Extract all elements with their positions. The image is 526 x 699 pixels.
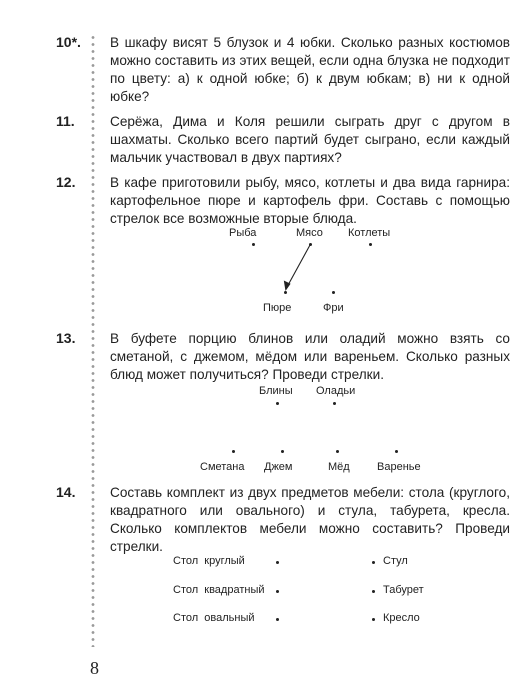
task-10-number: 10*. (56, 34, 81, 50)
dot-med (336, 450, 339, 453)
task-13-number: 13. (56, 330, 76, 346)
task-11-text: Серёжа, Дима и Коля решили сыграть друг с другом в шахматы. Сколько всего партий будет сыграно, если каждый мальчик участвовал в двух партиях? (110, 114, 510, 165)
dot-stol-ovalnyy (276, 618, 279, 621)
task-14-text: Составь комплект из двух предметов мебели: стола (круглого, квадратного или овального) и стула, табурета, кресла. Сколько комплектов мебели можно составить? Проведи стрелки. (110, 485, 510, 554)
label-dzhem: Джем (264, 461, 293, 473)
task-14-number: 14. (56, 484, 76, 500)
label-kreslo: Кресло (383, 612, 420, 624)
page-number: 8 (90, 658, 99, 678)
label-myaso: Мясо (296, 227, 323, 239)
dot-taburet (372, 590, 375, 593)
label-stul: Стул (383, 555, 408, 567)
label-stol-kvadratnyy: Стол квадратный (173, 584, 265, 596)
label-smetana: Сметана (200, 461, 245, 473)
dot-kreslo (372, 618, 375, 621)
dot-smetana (232, 450, 235, 453)
task-12-text: В кафе приготовили рыбу, мясо, котлеты и два вида гарнира: картофельное пюре и картофель фри. Составь с помощью стрелок все возможные вторые блюда. (110, 175, 510, 226)
label-pyure: Пюре (263, 302, 292, 314)
dot-varenye (395, 450, 398, 453)
dot-stol-kvadratnyy (276, 590, 279, 593)
label-stol-ovalnyy: Стол овальный (173, 612, 255, 624)
task-11-number: 11. (56, 113, 75, 129)
label-fri: Фри (323, 302, 344, 314)
task-12-number: 12. (56, 174, 76, 190)
dot-oladi (333, 402, 336, 405)
dot-stol-kruglyy (276, 561, 279, 564)
label-kotlety: Котлеты (348, 227, 391, 239)
dot-stul (372, 561, 375, 564)
dot-dzhem (281, 450, 284, 453)
label-varenye: Варенье (377, 461, 421, 473)
dot-bliny (276, 402, 279, 405)
label-ryba: Рыба (229, 227, 257, 239)
label-bliny: Блины (259, 385, 293, 397)
label-med: Мёд (328, 461, 350, 473)
task-13-text: В буфете порцию блинов или оладий можно взять со сметаной, с джемом, мёдом или вареньем. Сколько разных блюд может получиться? Проведи стрелки. (110, 331, 510, 382)
label-stol-kruglyy: Стол круглый (173, 555, 245, 567)
label-taburet: Табурет (383, 584, 424, 596)
label-oladi: Оладьи (316, 385, 356, 397)
task-10-text: В шкафу висят 5 блузок и 4 юбки. Сколько разных костюмов можно составить из этих вещей, если одна блузка не подходит по цвету: а) к одной юбке; б) к двум юбкам; в) ни к одной юбке? (110, 35, 510, 104)
